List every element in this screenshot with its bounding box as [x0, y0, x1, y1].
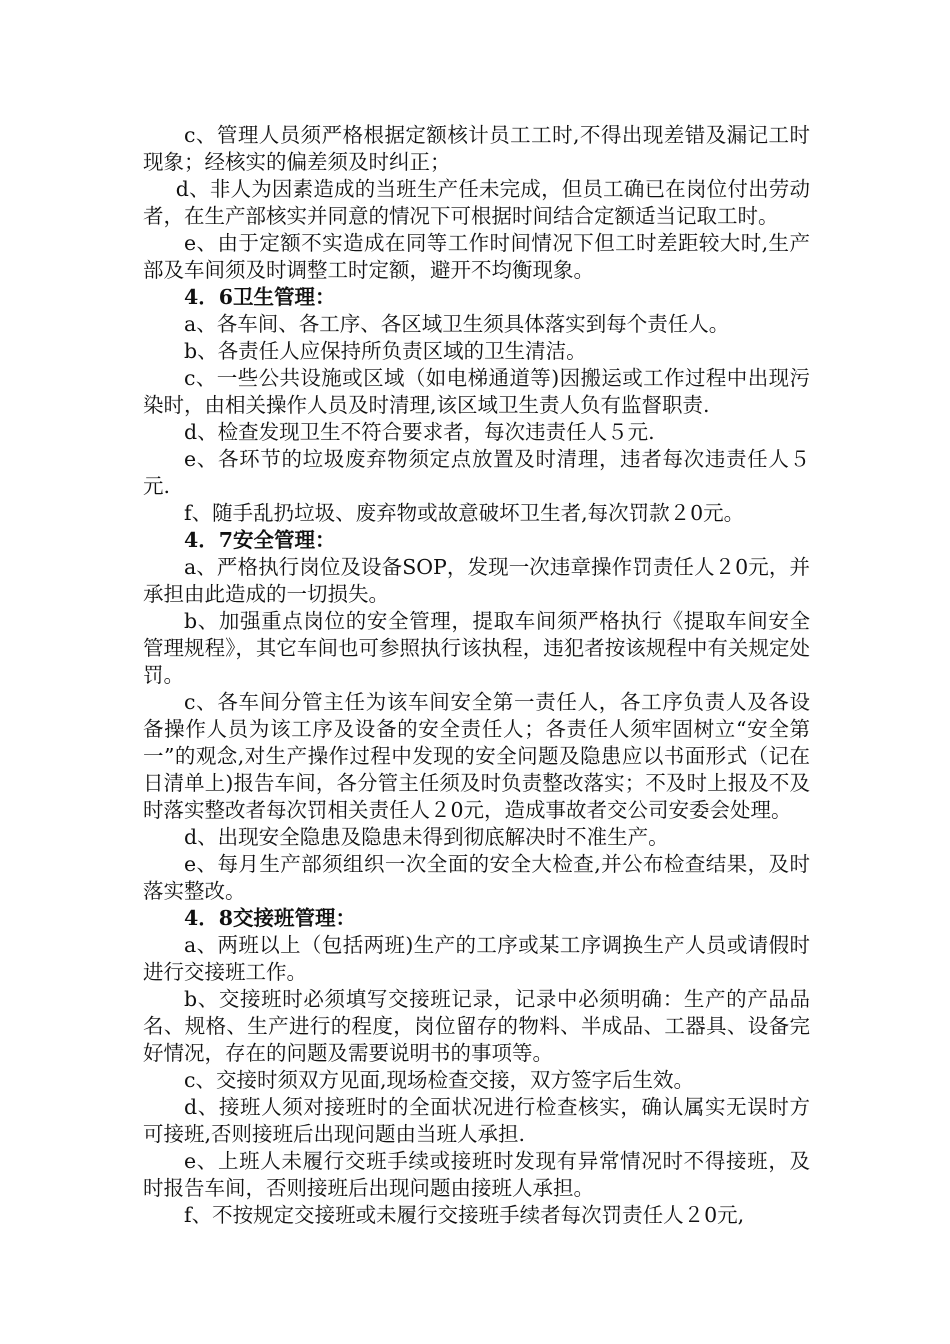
paragraph: e、每月生产部须组织一次全面的安全大检查,并公布检查结果，及时落实整改。	[143, 852, 810, 903]
paragraph: c、各车间分管主任为该车间安全第一责任人，各工序负责人及各设备操作人员为该工序及设备的安全责任人；各责任人须牢固树立“安全第一”的观念,对生产操作过程中发现的安全问题及隐患应以书面形式（记在日清单上)报告车间，各分管主任须及时负责整改落实；不及时上报及不及时落实整改者每次罚相关责任人２0元，造成事故者交公司安委会处理。	[143, 690, 810, 822]
paragraph: d、出现安全隐患及隐患未得到彻底解决时不准生产。	[184, 825, 669, 849]
paragraph: a、严格执行岗位及设备SOP，发现一次违章操作罚责任人２0元，并承担由此造成的一切损失。	[143, 555, 810, 606]
paragraph: f、随手乱扔垃圾、废弃物或故意破坏卫生者,每次罚款２0元。	[184, 501, 745, 525]
paragraph: d、检查发现卫生不符合要求者，每次违责任人５元.	[184, 420, 655, 444]
section-heading-hygiene: 4．6卫生管理：	[184, 285, 336, 309]
paragraph: f、不按规定交接班或未履行交接班手续者每次罚责任人２0元,	[184, 1203, 745, 1227]
document-body	[143, 122, 810, 1229]
paragraph: a、两班以上（包括两班)生产的工序或某工序调换生产人员或请假时进行交接班工作。	[143, 933, 810, 984]
paragraph: e、由于定额不实造成在同等工作时间情况下但工时差距较大时,生产部及车间须及时调整工时定额，避开不均衡现象。	[143, 231, 810, 282]
section-heading-shift-handover: 4．8交接班管理：	[184, 906, 357, 930]
paragraph: d、非人为因素造成的当班生产任未完成，但员工确已在岗位付出劳动者，在生产部核实并同意的情况下可根据时间结合定额适当记取工时。	[143, 177, 810, 228]
paragraph: e、各环节的垃圾废弃物须定点放置及时清理，违者每次违责任人５元.	[143, 447, 810, 498]
paragraph: b、交接班时必须填写交接班记录，记录中必须明确：生产的产品品名、规格、生产进行的程度，岗位留存的物料、半成品、工器具、设备完好情况，存在的问题及需要说明书的事项等。	[143, 987, 810, 1065]
paragraph: c、管理人员须严格根据定额核计员工工时,不得出现差错及漏记工时现象；经核实的偏差须及时纠正；	[143, 123, 810, 174]
paragraph: b、加强重点岗位的安全管理，提取车间须严格执行《提取车间安全管理规程》，其它车间也可参照执行该执程，违犯者按该规程中有关规定处罚。	[143, 609, 810, 687]
paragraph: a、各车间、各工序、各区域卫生须具体落实到每个责任人。	[184, 312, 730, 336]
paragraph: e、上班人未履行交班手续或接班时发现有异常情况时不得接班，及时报告车间，否则接班后出现问题由接班人承担。	[143, 1149, 810, 1200]
section-heading-safety: 4．7安全管理：	[184, 528, 336, 552]
paragraph: b、各责任人应保持所负责区域的卫生清洁。	[184, 339, 587, 363]
paragraph: c、一些公共设施或区域（如电梯通道等)因搬运或工作过程中出现污染时，由相关操作人员及时清理,该区域卫生责人负有监督职责.	[143, 366, 810, 417]
paragraph: d、接班人须对接班时的全面状况进行检查核实，确认属实无误时方可接班,否则接班后出现问题由当班人承担.	[143, 1095, 810, 1146]
paragraph: c、交接时须双方见面,现场检查交接，双方签字后生效。	[184, 1068, 694, 1092]
